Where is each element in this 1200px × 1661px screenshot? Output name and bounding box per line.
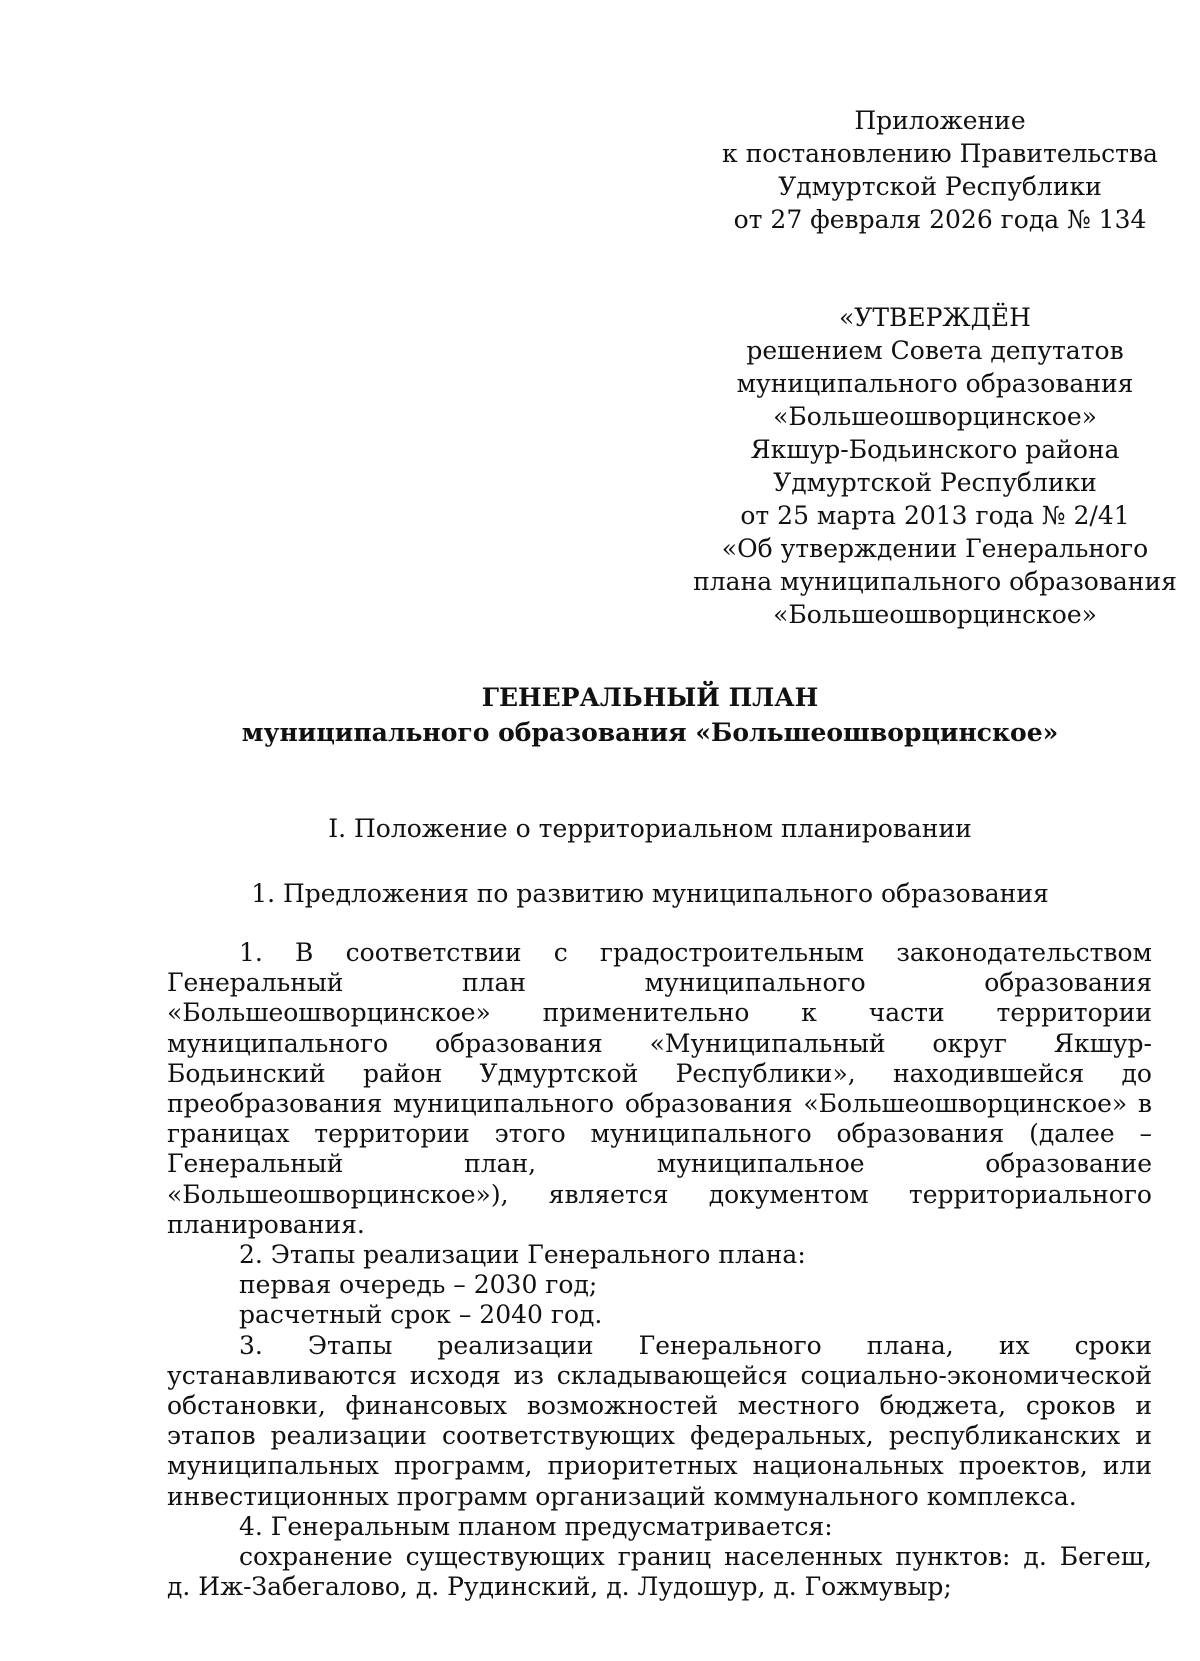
document-title — [0, 680, 1200, 750]
approval-line: «УТВЕРЖДЁН — [839, 303, 1031, 332]
approval-line: Удмуртской Республики — [773, 468, 1097, 497]
appendix-line: Удмуртской Республики — [778, 172, 1102, 201]
paragraph: 3. Этапы реализации Генерального плана, их сроки устанавливаются исходя из складывающейся социально-экономической обстановки, финансовых возможностей местного бюджета, сроков и этапов реализации соответствующих федеральных, республиканских и муниципальных программ, приоритетных национальных проектов, или инвестиционных программ организаций коммунального комплекса. — [167, 1330, 1152, 1511]
approval-line: плана муниципального образования — [693, 567, 1177, 596]
document-title-main: ГЕНЕРАЛЬНЫЙ ПЛАН — [481, 683, 819, 712]
approval-line: «Большеошворцинское» — [773, 600, 1097, 629]
body-text — [167, 938, 1152, 1602]
approval-line: решением Совета депутатов — [746, 336, 1124, 365]
paragraph: расчетный срок – 2040 год. — [239, 1300, 603, 1330]
appendix-line: Приложение — [854, 106, 1026, 135]
approval-line: «Большеошворцинское» — [773, 402, 1097, 431]
appendix-block — [700, 104, 1180, 236]
approval-line: от 25 марта 2013 года № 2/41 — [740, 501, 1130, 530]
section-heading: I. Положение о территориальном планировании — [328, 814, 972, 843]
approval-block — [685, 301, 1185, 631]
document-title-sub: муниципального образования «Большеошворцинское» — [241, 718, 1059, 747]
paragraph: 1. В соответствии с градостроительным законодательством Генеральный план муниципального образования «Большеошворцинское» применительно к части территории муниципального образования «Муниципальный округ Якшур-Бодьинский район Удмуртской Республики», находившейся до преобразования муниципального образования «Большеошворцинское» в границах территории этого муниципального образования (далее – Генеральный план, муниципальное образование «Большеошворцинское»), является документом территориального планирования. — [167, 938, 1152, 1239]
subsection-heading: 1. Предложения по развитию муниципального образования — [251, 879, 1049, 908]
approval-line: Якшур-Бодьинского района — [750, 435, 1120, 464]
appendix-line: от 27 февраля 2026 года № 134 — [733, 205, 1147, 234]
approval-line: муниципального образования — [736, 369, 1134, 398]
approval-line: «Об утверждении Генерального — [721, 534, 1149, 563]
paragraph: 2. Этапы реализации Генерального плана: — [239, 1240, 806, 1270]
appendix-line: к постановлению Правительства — [722, 139, 1158, 168]
paragraph: первая очередь – 2030 год; — [239, 1270, 598, 1300]
paragraph: сохранение существующих границ населенных пунктов: д. Бегеш, д. Иж-Забегалово, д. Рудинский, д. Лудошур, д. Гожмувыр; — [167, 1542, 1152, 1602]
paragraph: 4. Генеральным планом предусматривается: — [239, 1511, 833, 1541]
